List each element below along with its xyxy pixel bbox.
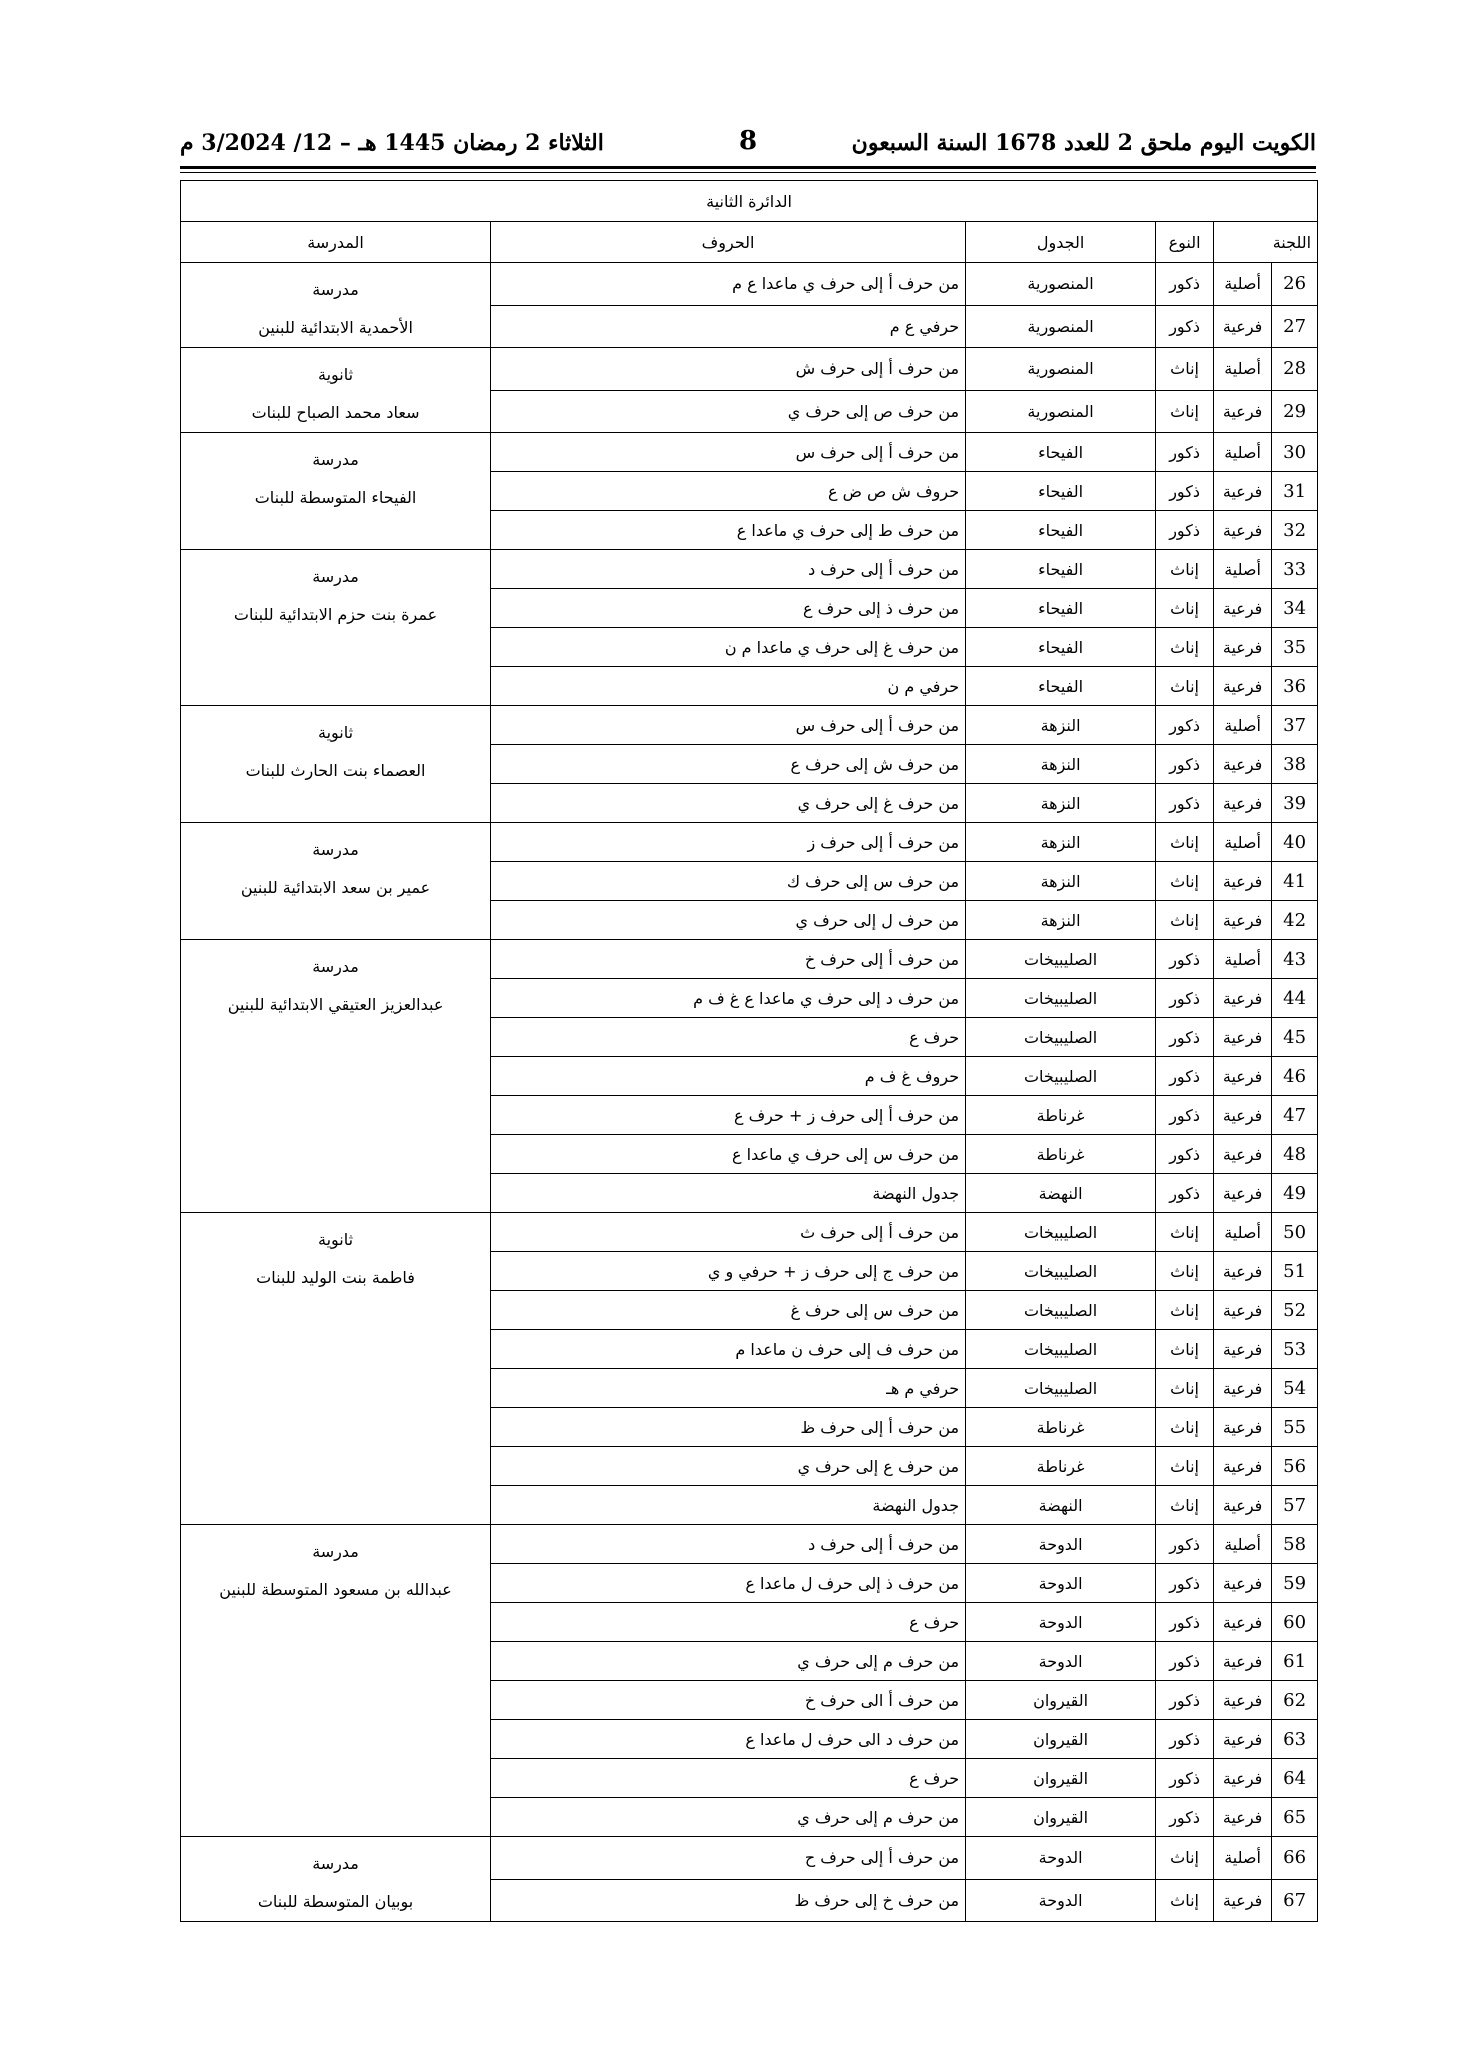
voter-gender: إناث [1156,1252,1214,1291]
letters-range: من حرف أ الى حرف خ [491,1681,966,1720]
letters-range: من حرف ج إلى حرف ز + حرفي و ي [491,1252,966,1291]
voter-gender: إناث [1156,1486,1214,1525]
table-row [181,433,1318,472]
committee-number: 50 [1272,1213,1318,1252]
letters-range: من حرف أ إلى حرف ث [491,1213,966,1252]
schedule-name: الدوحة [966,1879,1156,1922]
letters-range: حروف ش ص ض ع [491,472,966,511]
district-row [181,181,1318,222]
voter-gender: إناث [1156,862,1214,901]
schedule-name: الصليبيخات [966,1369,1156,1408]
committee-number: 57 [1272,1486,1318,1525]
voter-gender: إناث [1156,1447,1214,1486]
committee-type: فرعية [1214,1486,1272,1525]
letters-range: من حرف د إلى حرف ي ماعدا ع غ ف م [491,979,966,1018]
school-cell [181,550,491,706]
letters-range: من حرف ط إلى حرف ي ماعدا ع [491,511,966,550]
schedule-name: الفيحاء [966,628,1156,667]
committee-type: أصلية [1214,433,1272,472]
voter-gender: إناث [1156,1213,1214,1252]
letters-range: من حرف أ إلى حرف ز [491,823,966,862]
school-type: مدرسة [312,450,359,469]
schedule-name: الصليبيخات [966,1252,1156,1291]
committee-number: 27 [1272,305,1318,348]
schedule-name: الدوحة [966,1603,1156,1642]
committee-number: 48 [1272,1135,1318,1174]
voter-gender: إناث [1156,589,1214,628]
school-name: العصماء بنت الحارث للبنات [245,761,426,780]
committee-number: 60 [1272,1603,1318,1642]
committee-number: 59 [1272,1564,1318,1603]
schedule-name: غرناطة [966,1408,1156,1447]
table-row [181,263,1318,306]
issue-date: الثلاثاء 2 رمضان 1445 هـ – 12/ 3/2024 م [180,130,604,156]
voter-gender: ذكور [1156,745,1214,784]
committee-type: فرعية [1214,305,1272,348]
school-cell [181,348,491,433]
letters-range: من حرف ذ إلى حرف ع [491,589,966,628]
letters-range: حرف ع [491,1759,966,1798]
committee-number: 35 [1272,628,1318,667]
committee-number: 40 [1272,823,1318,862]
schedule-name: الصليبيخات [966,1330,1156,1369]
letters-range: من حرف ف إلى حرف ن ماعدا م [491,1330,966,1369]
col-schedule: الجدول [966,222,1156,263]
schedule-name: المنصورية [966,390,1156,433]
committee-type: فرعية [1214,901,1272,940]
committee-type: فرعية [1214,745,1272,784]
committee-type: أصلية [1214,1837,1272,1880]
schedule-name: النزهة [966,862,1156,901]
voter-gender: ذكور [1156,1096,1214,1135]
col-letters: الحروف [491,222,966,263]
voter-gender: إناث [1156,348,1214,391]
letters-range: من حرف أ إلى حرف ي ماعدا ع م [491,263,966,306]
letters-range: من حرف أ إلى حرف ز + حرف ع [491,1096,966,1135]
table-body [181,263,1318,1922]
schedule-name: الصليبيخات [966,1057,1156,1096]
committee-number: 44 [1272,979,1318,1018]
voter-gender: إناث [1156,550,1214,589]
school-type: مدرسة [312,1854,359,1873]
committee-number: 66 [1272,1837,1318,1880]
committee-type: فرعية [1214,1447,1272,1486]
schedule-name: المنصورية [966,305,1156,348]
school-name: عبدالله بن مسعود المتوسطة للبنين [219,1580,452,1599]
voter-gender: ذكور [1156,433,1214,472]
voter-gender: ذكور [1156,979,1214,1018]
committee-type: أصلية [1214,348,1272,391]
letters-range: حرفي ع م [491,305,966,348]
committee-number: 31 [1272,472,1318,511]
committee-number: 42 [1272,901,1318,940]
committee-number: 39 [1272,784,1318,823]
letters-range: من حرف أ إلى حرف ظ [491,1408,966,1447]
letters-range: حرف ع [491,1603,966,1642]
committee-type: أصلية [1214,823,1272,862]
table-row [181,1213,1318,1252]
committee-number: 28 [1272,348,1318,391]
voter-gender: ذكور [1156,940,1214,979]
committee-number: 63 [1272,1720,1318,1759]
letters-range: جدول النهضة [491,1486,966,1525]
schedule-name: غرناطة [966,1447,1156,1486]
letters-range: من حرف أ إلى حرف ش [491,348,966,391]
committee-type: فرعية [1214,1330,1272,1369]
committee-type: فرعية [1214,1603,1272,1642]
header-row [181,222,1318,263]
letters-range: حرف ع [491,1018,966,1057]
committee-number: 54 [1272,1369,1318,1408]
committee-number: 52 [1272,1291,1318,1330]
school-name: الأحمدية الابتدائية للبنين [258,318,413,337]
schedule-name: النزهة [966,706,1156,745]
letters-range: من حرف م إلى حرف ي [491,1642,966,1681]
letters-range: من حرف س إلى حرف ي ماعدا ع [491,1135,966,1174]
committee-type: فرعية [1214,589,1272,628]
committee-number: 45 [1272,1018,1318,1057]
schedule-name: المنصورية [966,348,1156,391]
schedule-name: الصليبيخات [966,940,1156,979]
committee-type: فرعية [1214,979,1272,1018]
school-type: مدرسة [312,1542,359,1561]
voter-gender: ذكور [1156,1525,1214,1564]
table-row [181,348,1318,391]
schedule-name: المنصورية [966,263,1156,306]
letters-range: من حرف غ إلى حرف ي ماعدا م ن [491,628,966,667]
committee-type: أصلية [1214,263,1272,306]
schedule-name: الفيحاء [966,589,1156,628]
committee-number: 26 [1272,263,1318,306]
school-cell [181,1837,491,1922]
committee-number: 65 [1272,1798,1318,1837]
committee-number: 61 [1272,1642,1318,1681]
committee-number: 58 [1272,1525,1318,1564]
letters-range: من حرف أ إلى حرف س [491,433,966,472]
col-gender: النوع [1156,222,1214,263]
voter-gender: ذكور [1156,1564,1214,1603]
letters-range: من حرف د الى حرف ل ماعدا ع [491,1720,966,1759]
schedule-name: غرناطة [966,1096,1156,1135]
table-row [181,706,1318,745]
school-cell [181,433,491,550]
voter-gender: إناث [1156,1291,1214,1330]
committee-type: فرعية [1214,1879,1272,1922]
schedule-name: الدوحة [966,1525,1156,1564]
committee-type: فرعية [1214,1408,1272,1447]
col-committee: اللجنة [1214,222,1318,263]
schedule-name: الصليبيخات [966,979,1156,1018]
committee-number: 29 [1272,390,1318,433]
school-name: عمير بن سعد الابتدائية للبنين [240,878,431,897]
school-name: بوبيان المتوسطة للبنات [257,1892,414,1911]
letters-range: من حرف م إلى حرف ي [491,1798,966,1837]
committee-type: فرعية [1214,1759,1272,1798]
voter-gender: ذكور [1156,1174,1214,1213]
school-cell [181,823,491,940]
schedule-name: الفيحاء [966,667,1156,706]
committee-type: أصلية [1214,550,1272,589]
committee-type: فرعية [1214,390,1272,433]
schedule-name: الصليبيخات [966,1213,1156,1252]
committee-number: 64 [1272,1759,1318,1798]
letters-range: من حرف أ إلى حرف د [491,1525,966,1564]
school-name: سعاد محمد الصباح للبنات [251,403,420,422]
letters-range: من حرف ذ إلى حرف ل ماعدا ع [491,1564,966,1603]
school-cell [181,263,491,348]
committee-type: فرعية [1214,1135,1272,1174]
committee-type: فرعية [1214,1174,1272,1213]
voter-gender: إناث [1156,1330,1214,1369]
committee-type: أصلية [1214,940,1272,979]
voter-gender: ذكور [1156,1681,1214,1720]
voter-gender: ذكور [1156,1603,1214,1642]
letters-range: من حرف أ إلى حرف د [491,550,966,589]
letters-range: من حرف ع إلى حرف ي [491,1447,966,1486]
voter-gender: ذكور [1156,1057,1214,1096]
schedule-name: الدوحة [966,1837,1156,1880]
letters-range: حرفي م ن [491,667,966,706]
committee-type: أصلية [1214,1213,1272,1252]
committee-type: فرعية [1214,1369,1272,1408]
committee-type: فرعية [1214,1096,1272,1135]
committee-type: أصلية [1214,706,1272,745]
schedule-name: القيروان [966,1759,1156,1798]
committee-number: 34 [1272,589,1318,628]
voter-gender: إناث [1156,1837,1214,1880]
school-name: عبدالعزيز العتيقي الابتدائية للبنين [227,995,444,1014]
schedule-name: الدوحة [966,1564,1156,1603]
letters-range: من حرف ل إلى حرف ي [491,901,966,940]
committees-table [180,180,1318,1922]
school-type: مدرسة [312,957,359,976]
committee-type: فرعية [1214,472,1272,511]
voter-gender: إناث [1156,1408,1214,1447]
committee-number: 46 [1272,1057,1318,1096]
schedule-name: الفيحاء [966,433,1156,472]
schedule-name: القيروان [966,1681,1156,1720]
committee-number: 33 [1272,550,1318,589]
header-rule-thin [180,172,1316,173]
committee-type: فرعية [1214,1291,1272,1330]
school-type: ثانوية [318,723,354,742]
committee-type: فرعية [1214,628,1272,667]
committee-type: فرعية [1214,1252,1272,1291]
committee-type: فرعية [1214,667,1272,706]
schedule-name: القيروان [966,1798,1156,1837]
letters-range: من حرف أ إلى حرف خ [491,940,966,979]
committee-number: 36 [1272,667,1318,706]
schedule-name: غرناطة [966,1135,1156,1174]
page-header [180,124,1316,164]
voter-gender: ذكور [1156,1018,1214,1057]
table-row [181,1837,1318,1880]
schedule-name: النزهة [966,823,1156,862]
schedule-name: النهضة [966,1174,1156,1213]
school-name: فاطمة بنت الوليد للبنات [256,1268,415,1287]
school-cell [181,940,491,1213]
voter-gender: إناث [1156,1369,1214,1408]
school-cell [181,1525,491,1837]
committee-type: فرعية [1214,862,1272,901]
school-type: ثانوية [318,1230,354,1249]
letters-range: جدول النهضة [491,1174,966,1213]
schedule-name: الصليبيخات [966,1018,1156,1057]
school-name: الفيحاء المتوسطة للبنات [254,488,417,507]
committee-number: 56 [1272,1447,1318,1486]
letters-range: حرفي م هـ [491,1369,966,1408]
schedule-name: النزهة [966,745,1156,784]
school-name: عمرة بنت حزم الابتدائية للبنات [233,605,438,624]
committee-number: 53 [1272,1330,1318,1369]
voter-gender: ذكور [1156,1135,1214,1174]
school-type: ثانوية [318,365,354,384]
committee-number: 37 [1272,706,1318,745]
voter-gender: ذكور [1156,784,1214,823]
schedule-name: القيروان [966,1720,1156,1759]
letters-range: من حرف خ إلى حرف ظ [491,1879,966,1922]
committee-type: فرعية [1214,1642,1272,1681]
committee-number: 30 [1272,433,1318,472]
letters-range: من حرف أ إلى حرف ح [491,1837,966,1880]
voter-gender: ذكور [1156,1720,1214,1759]
voter-gender: إناث [1156,1879,1214,1922]
schedule-name: الدوحة [966,1642,1156,1681]
schedule-name: الصليبيخات [966,1291,1156,1330]
committee-type: فرعية [1214,784,1272,823]
committee-number: 43 [1272,940,1318,979]
voter-gender: ذكور [1156,1798,1214,1837]
publication-title: الكويت اليوم ملحق 2 للعدد 1678 السنة السبعون [851,130,1316,156]
schedule-name: النزهة [966,784,1156,823]
header-rule-thick [180,166,1316,169]
letters-range: من حرف غ إلى حرف ي [491,784,966,823]
committee-type: فرعية [1214,1018,1272,1057]
voter-gender: ذكور [1156,511,1214,550]
school-type: مدرسة [312,567,359,586]
committee-type: فرعية [1214,1798,1272,1837]
committee-number: 32 [1272,511,1318,550]
schedule-name: الفيحاء [966,511,1156,550]
committee-number: 47 [1272,1096,1318,1135]
voter-gender: ذكور [1156,1642,1214,1681]
voter-gender: إناث [1156,667,1214,706]
voter-gender: إناث [1156,901,1214,940]
committee-number: 51 [1272,1252,1318,1291]
voter-gender: ذكور [1156,1759,1214,1798]
committee-number: 62 [1272,1681,1318,1720]
table-row [181,1525,1318,1564]
schedule-name: النزهة [966,901,1156,940]
school-type: مدرسة [312,840,359,859]
voter-gender: ذكور [1156,472,1214,511]
committee-number: 55 [1272,1408,1318,1447]
school-cell [181,1213,491,1525]
committee-type: فرعية [1214,511,1272,550]
voter-gender: إناث [1156,628,1214,667]
committee-type: أصلية [1214,1525,1272,1564]
schedule-name: الفيحاء [966,472,1156,511]
school-type: مدرسة [312,280,359,299]
voter-gender: ذكور [1156,263,1214,306]
committee-type: فرعية [1214,1681,1272,1720]
table-row [181,940,1318,979]
committee-number: 49 [1272,1174,1318,1213]
committee-number: 38 [1272,745,1318,784]
school-cell [181,706,491,823]
schedule-name: النهضة [966,1486,1156,1525]
schedule-name: الفيحاء [966,550,1156,589]
col-school: المدرسة [181,222,491,263]
voter-gender: ذكور [1156,305,1214,348]
letters-range: من حرف ص إلى حرف ي [491,390,966,433]
letters-range: حروف غ ف م [491,1057,966,1096]
letters-range: من حرف س إلى حرف ك [491,862,966,901]
committee-type: فرعية [1214,1564,1272,1603]
committee-type: فرعية [1214,1057,1272,1096]
committee-number: 67 [1272,1879,1318,1922]
letters-range: من حرف ش إلى حرف ع [491,745,966,784]
voter-gender: إناث [1156,823,1214,862]
table-row [181,823,1318,862]
committee-type: فرعية [1214,1720,1272,1759]
table-row [181,550,1318,589]
voter-gender: إناث [1156,390,1214,433]
letters-range: من حرف أ إلى حرف س [491,706,966,745]
voter-gender: ذكور [1156,706,1214,745]
page-number: 8 [738,126,758,156]
committee-number: 41 [1272,862,1318,901]
district-title: الدائرة الثانية [181,181,1318,222]
letters-range: من حرف س إلى حرف غ [491,1291,966,1330]
